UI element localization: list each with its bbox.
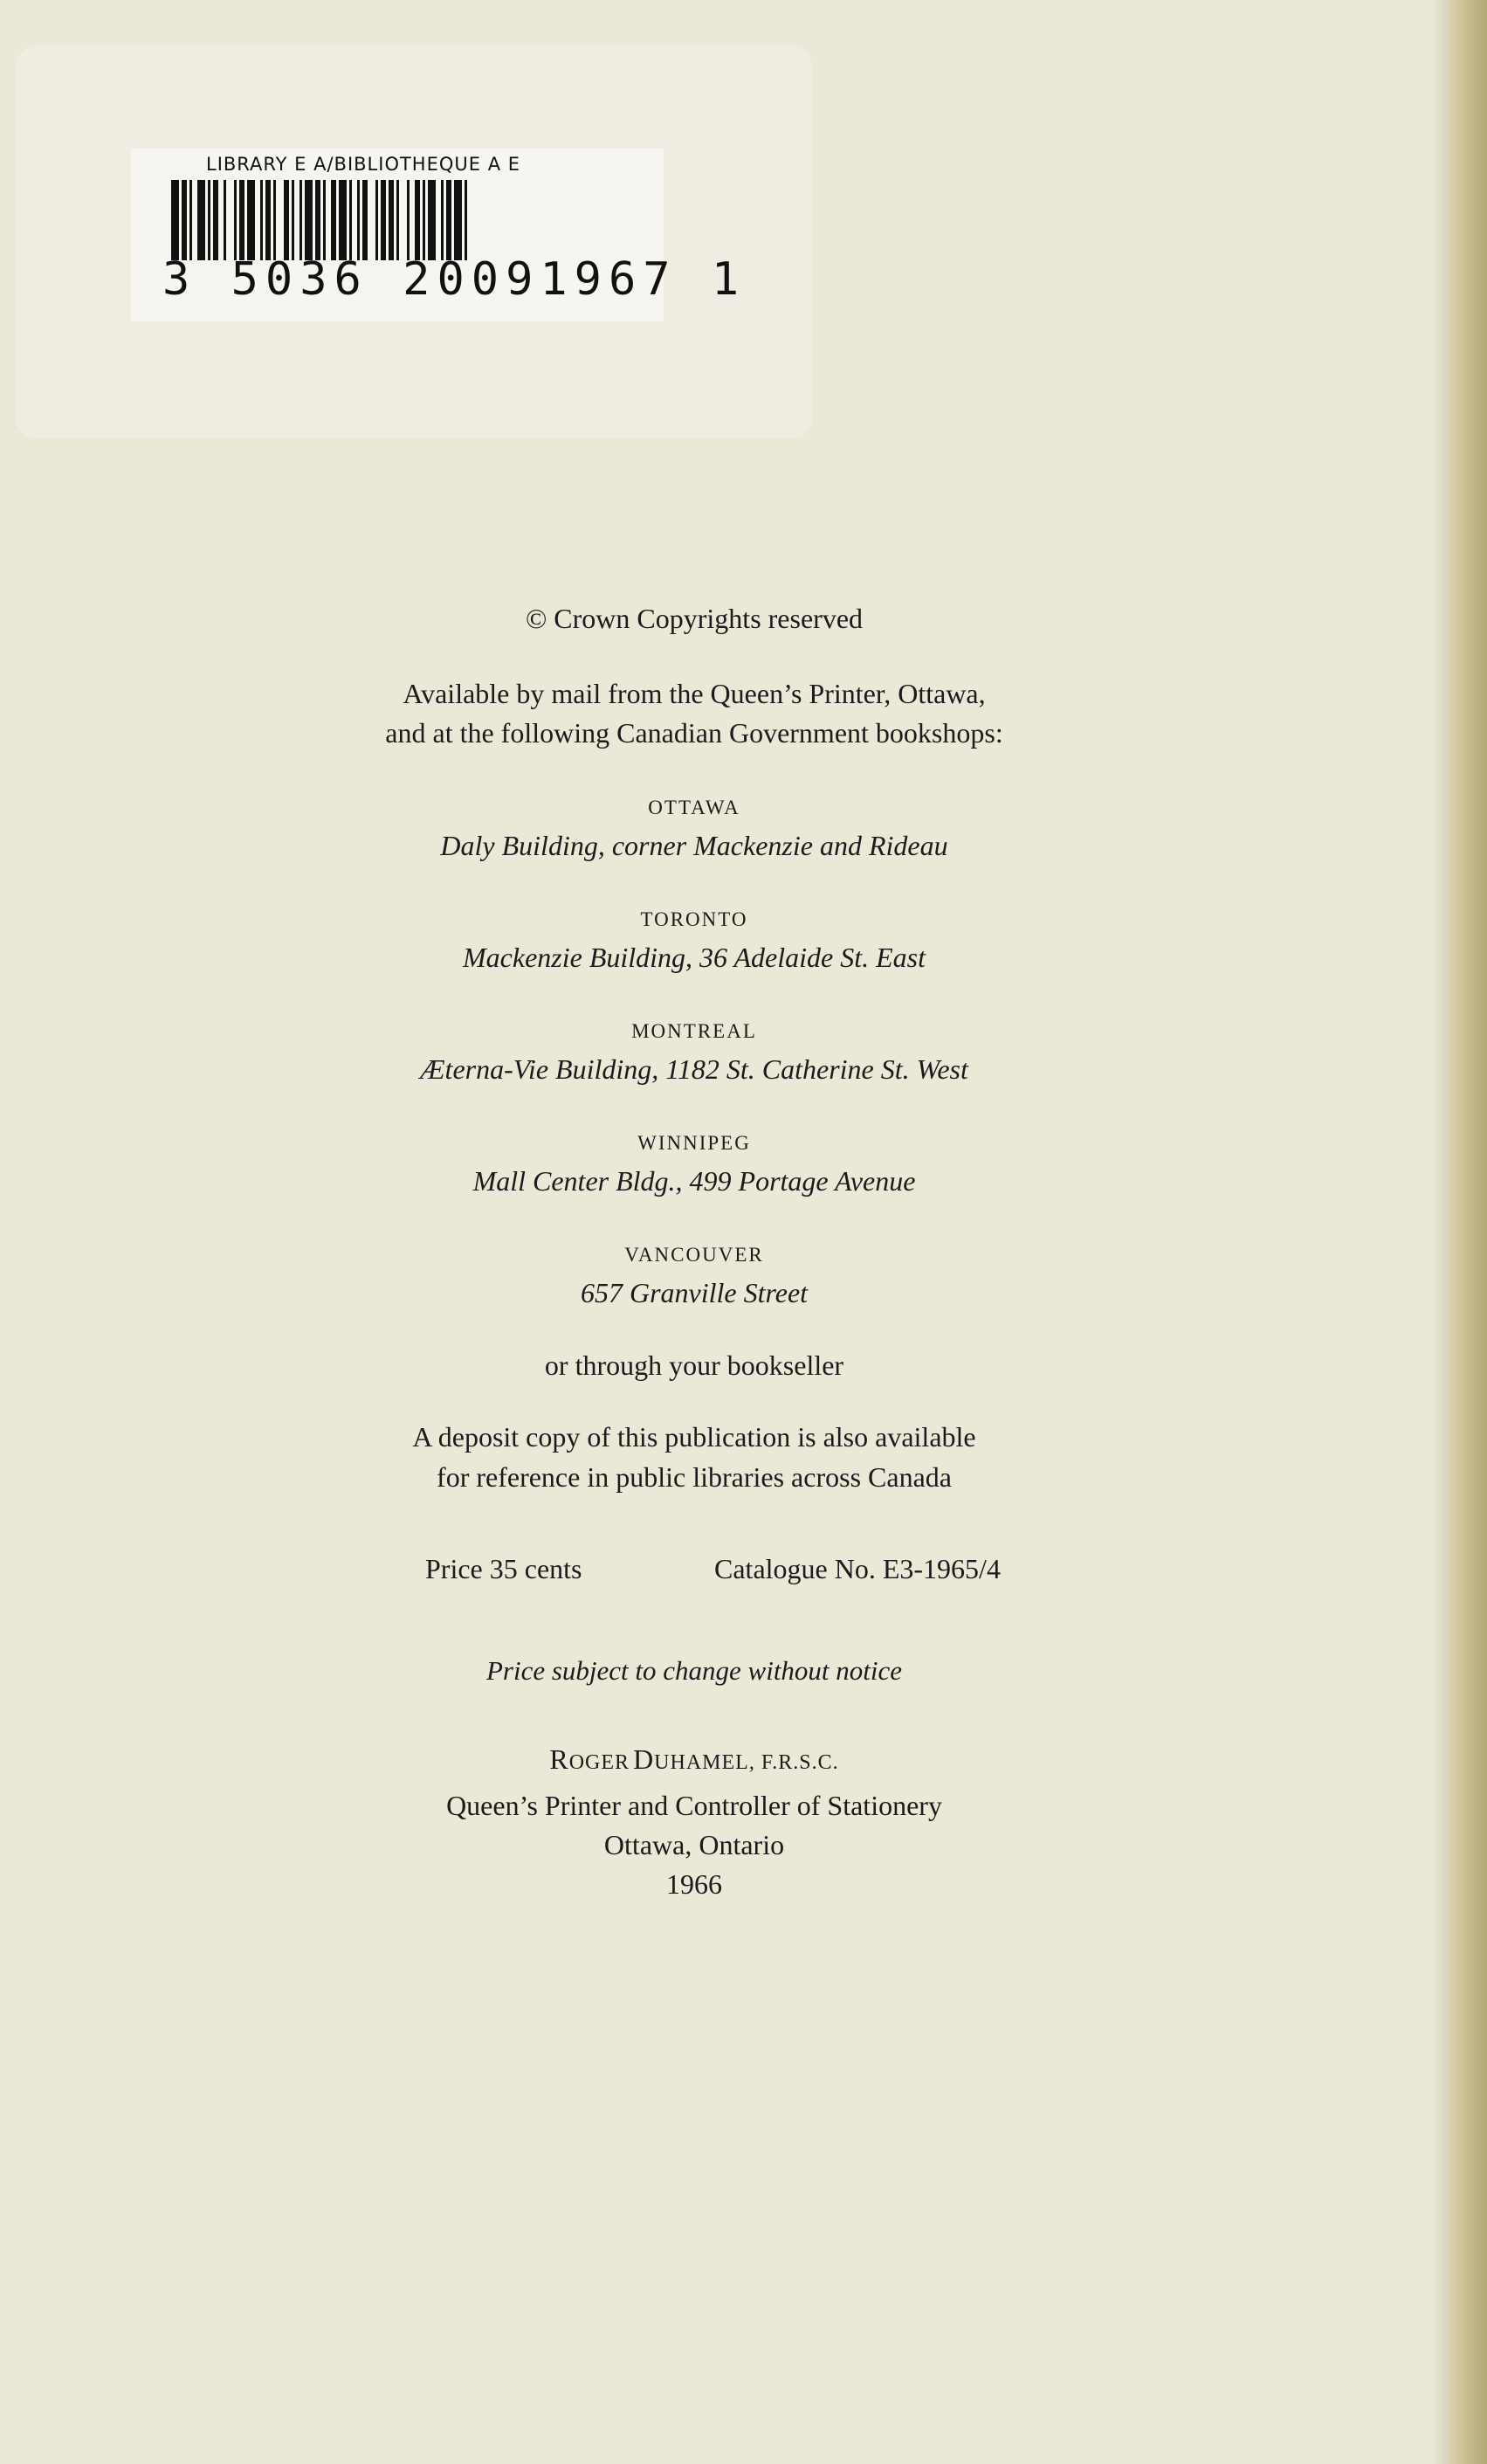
- bookshop-address-vancouver: 657 Granville Street: [580, 1277, 809, 1308]
- bookshop-city-ottawa: OTTAWA: [648, 797, 740, 818]
- printer-first-rest: OGER: [568, 1751, 630, 1774]
- price-notice: Price subject to change without notice: [485, 1655, 903, 1686]
- bookshop-city-montreal: MONTREAL: [631, 1020, 757, 1042]
- printer-title: Queen’s Printer and Controller of Stationery: [446, 1790, 942, 1821]
- catalogue-number: Catalogue No. E3-1965/4: [714, 1553, 1001, 1584]
- availability-line-1: Available by mail from the Queen’s Printer, Ottawa,: [403, 678, 986, 709]
- bookshop-city-winnipeg: WINNIPEG: [637, 1132, 751, 1154]
- library-label: LIBRARY E A/BIBLIOTHEQUE A E: [206, 154, 521, 175]
- bookshop-address-ottawa: Daly Building, corner Mackenzie and Rideau: [440, 830, 948, 861]
- availability-line-2: and at the following Canadian Government bookshops:: [385, 717, 1003, 749]
- printer-first-initial: R: [549, 1743, 569, 1775]
- printer-name: ROGER DUHAMEL, F.R.S.C.: [549, 1743, 839, 1775]
- copyright-notice: © Crown Copyrights reserved: [525, 603, 864, 634]
- bookshop-address-toronto: Mackenzie Building, 36 Adelaide St. East: [463, 942, 926, 973]
- barcode-number: 3 5036 20091967 1: [162, 253, 747, 306]
- printer-credentials: F.R.S.C.: [761, 1751, 839, 1774]
- printer-last-rest: UHAMEL: [654, 1751, 749, 1774]
- publication-year: 1966: [666, 1868, 722, 1900]
- bookshop-city-vancouver: VANCOUVER: [624, 1244, 764, 1266]
- book-spine: [1449, 0, 1487, 2464]
- deposit-line-1: A deposit copy of this publication is also available: [412, 1421, 976, 1453]
- bookshop-address-montreal: Æterna-Vie Building, 1182 St. Catherine St. West: [420, 1053, 968, 1085]
- deposit-line-2: for reference in public libraries across Canada: [437, 1461, 952, 1493]
- bookshop-address-winnipeg: Mall Center Bldg., 499 Portage Avenue: [472, 1165, 916, 1197]
- printer-last-initial: D: [633, 1743, 655, 1775]
- printer-location: Ottawa, Ontario: [603, 1829, 785, 1860]
- price: Price 35 cents: [425, 1553, 582, 1584]
- bookshop-city-toronto: TORONTO: [640, 908, 748, 930]
- bookseller-note: or through your bookseller: [544, 1349, 844, 1381]
